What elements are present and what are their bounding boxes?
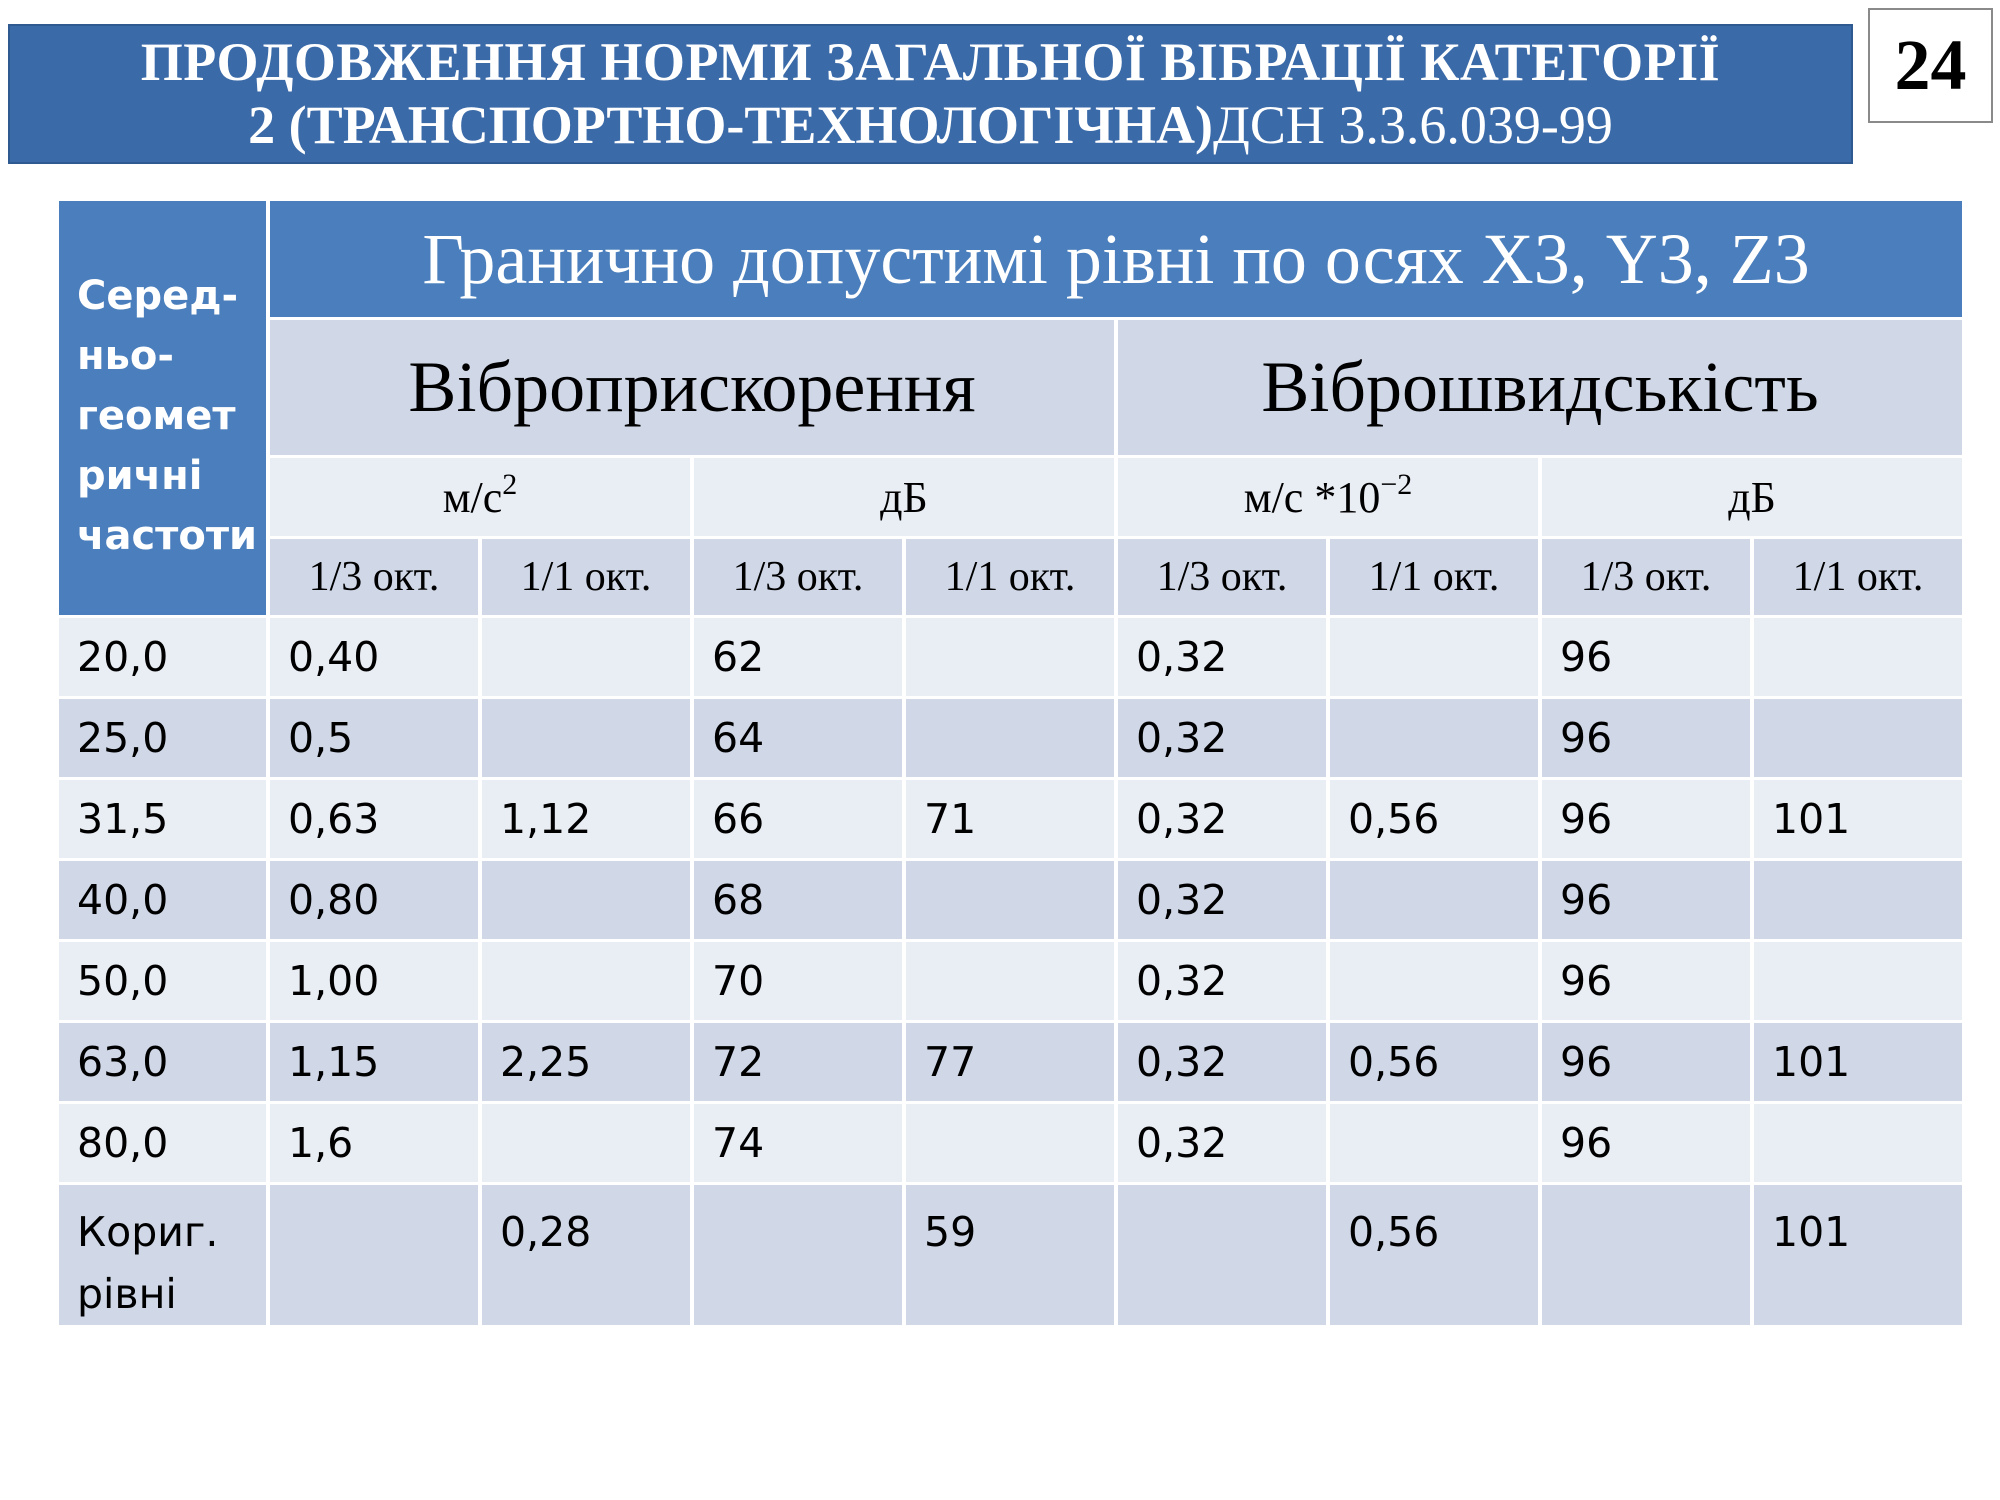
table-cell: 96 xyxy=(1542,1104,1750,1182)
table-cell: 96 xyxy=(1542,618,1750,696)
table-cell xyxy=(1754,699,1962,777)
table-cell: 77 xyxy=(906,1023,1114,1101)
octave-header: 1/3 окт. xyxy=(1118,539,1326,615)
table-cell: 0,56 xyxy=(1330,780,1538,858)
table-cell xyxy=(482,861,690,939)
table-cell xyxy=(694,1185,902,1325)
table-cell: 0,63 xyxy=(270,780,478,858)
octave-header: 1/1 окт. xyxy=(1330,539,1538,615)
table-cell xyxy=(482,942,690,1020)
table-cell xyxy=(1754,618,1962,696)
table-cell xyxy=(906,942,1114,1020)
table-cell: 0,32 xyxy=(1118,780,1326,858)
title-line-2 xyxy=(248,93,1613,157)
table-row xyxy=(59,942,1962,1020)
table-cell: 0,40 xyxy=(270,618,478,696)
table-cell: 74 xyxy=(694,1104,902,1182)
table-row xyxy=(59,861,1962,939)
table-cell: 96 xyxy=(1542,699,1750,777)
unit-acc-ms2 xyxy=(270,458,690,536)
unit-acc-ms2-exp: 2 xyxy=(502,467,518,501)
table-cell: 101 xyxy=(1754,780,1962,858)
table-cell xyxy=(906,618,1114,696)
octave-header: 1/3 окт. xyxy=(1542,539,1750,615)
octave-header: 1/3 окт. xyxy=(270,539,478,615)
table-cell: 62 xyxy=(694,618,902,696)
table-cell: 96 xyxy=(1542,942,1750,1020)
table-cell xyxy=(1330,861,1538,939)
table-cell: 101 xyxy=(1754,1023,1962,1101)
table-cell: 96 xyxy=(1542,1023,1750,1101)
table-cell: 0,32 xyxy=(1118,1104,1326,1182)
table-row-corrected xyxy=(59,1185,1962,1325)
table-cell xyxy=(1330,942,1538,1020)
acceleration-header: Віброприскорення xyxy=(270,320,1114,455)
row-frequency: 31,5 xyxy=(59,780,266,858)
table-cell: 0,56 xyxy=(1330,1023,1538,1101)
title-banner xyxy=(8,24,1853,164)
row-frequency: 40,0 xyxy=(59,861,266,939)
table-cell xyxy=(1330,699,1538,777)
table-cell: 1,12 xyxy=(482,780,690,858)
table-row xyxy=(59,780,1962,858)
octave-header: 1/3 окт. xyxy=(694,539,902,615)
slide-number: 24 xyxy=(1868,8,1993,123)
title-standard: ДСН 3.3.6.039-99 xyxy=(1212,95,1613,155)
octave-header: 1/1 окт. xyxy=(1754,539,1962,615)
unit-vel-db: дБ xyxy=(1542,458,1962,536)
table-cell: 101 xyxy=(1754,1185,1962,1325)
title-line-1: ПРОДОВЖЕННЯ НОРМИ ЗАГАЛЬНОЇ ВІБРАЦІЇ КАТЕГОРІЇ xyxy=(140,32,1721,92)
row-frequency: 80,0 xyxy=(59,1104,266,1182)
table-cell xyxy=(482,1104,690,1182)
table-row xyxy=(59,618,1962,696)
table-cell xyxy=(906,699,1114,777)
row-frequency: 63,0 xyxy=(59,1023,266,1101)
table-cell: 64 xyxy=(694,699,902,777)
unit-acc-ms2-base: м/с xyxy=(442,472,503,522)
table-cell: 1,6 xyxy=(270,1104,478,1182)
octave-header: 1/1 окт. xyxy=(906,539,1114,615)
table-cell: 59 xyxy=(906,1185,1114,1325)
table-cell: 66 xyxy=(694,780,902,858)
row-frequency: 20,0 xyxy=(59,618,266,696)
table-cell xyxy=(1118,1185,1326,1325)
table-cell: 0,32 xyxy=(1118,699,1326,777)
table-cell xyxy=(1330,1104,1538,1182)
unit-vel-ms-base: м/с *10 xyxy=(1243,472,1381,522)
table-cell xyxy=(1754,1104,1962,1182)
table-cell: 0,28 xyxy=(482,1185,690,1325)
octave-header: 1/1 окт. xyxy=(482,539,690,615)
table-cell: 96 xyxy=(1542,780,1750,858)
table-cell xyxy=(270,1185,478,1325)
title-category: 2 (ТРАНСПОРТНО-ТЕХНОЛОГІЧНА) xyxy=(248,95,1213,155)
table-cell: 2,25 xyxy=(482,1023,690,1101)
table-cell: 0,56 xyxy=(1330,1185,1538,1325)
table-cell xyxy=(482,618,690,696)
table-cell: 1,00 xyxy=(270,942,478,1020)
row-corrected-label: Кориг. рівні xyxy=(59,1185,266,1325)
row-frequency: 25,0 xyxy=(59,699,266,777)
table-cell: 96 xyxy=(1542,861,1750,939)
table-row xyxy=(59,699,1962,777)
table-cell: 0,32 xyxy=(1118,942,1326,1020)
table-row xyxy=(59,1023,1962,1101)
table-cell: 68 xyxy=(694,861,902,939)
table-cell: 72 xyxy=(694,1023,902,1101)
row-frequency: 50,0 xyxy=(59,942,266,1020)
table-cell: 0,32 xyxy=(1118,861,1326,939)
table-cell: 0,32 xyxy=(1118,1023,1326,1101)
table-cell: 0,32 xyxy=(1118,618,1326,696)
table-cell xyxy=(906,1104,1114,1182)
table-cell xyxy=(1754,861,1962,939)
unit-acc-db: дБ xyxy=(694,458,1114,536)
table-cell: 71 xyxy=(906,780,1114,858)
limits-group-header: Гранично допустимі рівні по осях Х3, Y3, Z3 xyxy=(270,201,1962,317)
unit-vel-ms xyxy=(1118,458,1538,536)
table-cell xyxy=(1330,618,1538,696)
table-cell: 1,15 xyxy=(270,1023,478,1101)
velocity-header: Віброшвидськість xyxy=(1118,320,1962,455)
table-cell: 0,5 xyxy=(270,699,478,777)
table-cell xyxy=(906,861,1114,939)
frequency-column-header: Серед-ньо-геомет ричні частоти xyxy=(59,201,266,615)
table-cell xyxy=(482,699,690,777)
table-cell: 70 xyxy=(694,942,902,1020)
table-cell xyxy=(1542,1185,1750,1325)
table-cell: 0,80 xyxy=(270,861,478,939)
unit-vel-ms-exp: −2 xyxy=(1380,467,1413,501)
table-cell xyxy=(1754,942,1962,1020)
table-row xyxy=(59,1104,1962,1182)
vibration-norms-table xyxy=(55,198,1966,1328)
